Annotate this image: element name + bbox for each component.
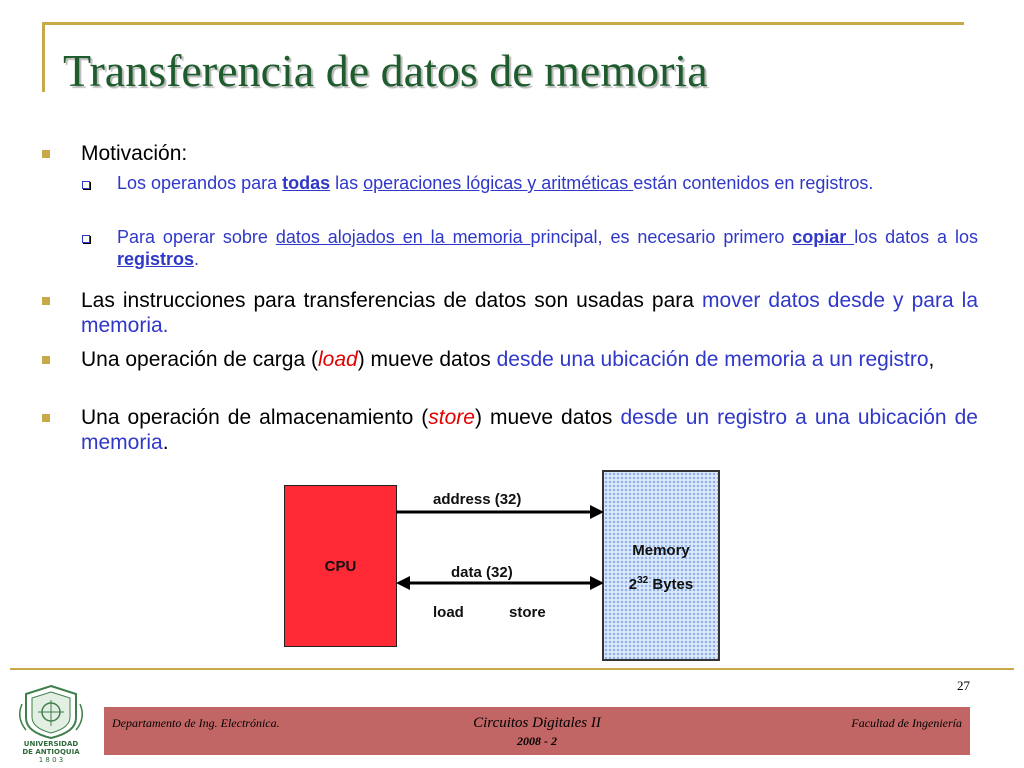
bullet-text: Una operación de carga ( — [81, 348, 318, 371]
bullet-text: ) mueve datos — [474, 406, 621, 429]
logo-text-line3: 1 8 0 3 — [38, 756, 64, 764]
bullet-text: Las instrucciones para transferencias de datos son usadas para — [81, 289, 703, 312]
keyword-load: load — [317, 348, 358, 371]
memory-label: Memory — [632, 542, 690, 559]
emphasis-registros: registros — [117, 249, 195, 269]
page-number: 27 — [957, 678, 970, 693]
bullet-text: , — [928, 348, 935, 371]
sub-bullet-text: están contenidos en registros. — [633, 173, 874, 193]
logo-text-line1: UNIVERSIDAD — [23, 740, 79, 748]
footer-course: Circuitos Digitales II — [473, 715, 601, 731]
footer-faculty: Facultad de Ingeniería — [851, 716, 962, 730]
highlight-desde-memoria: desde una ubicación de memoria a un registro — [496, 348, 929, 371]
university-crest-icon — [8, 684, 94, 740]
bullet-almacenamiento — [81, 405, 978, 455]
sub-bullet-checkbox-icon — [82, 181, 90, 189]
data-bus-label: data (32) — [451, 564, 513, 581]
bullet-carga — [81, 347, 978, 372]
bullet-motivacion: Motivación: — [81, 142, 188, 165]
university-logo — [8, 684, 94, 764]
sub-bullet-text: . — [194, 249, 200, 269]
cpu-label: CPU — [324, 557, 357, 575]
sub-bullet-operar — [117, 226, 978, 270]
footer-bar — [104, 707, 970, 755]
slide-title: Transferencia de datos de memoria — [63, 45, 708, 96]
memory-size-unit: Bytes — [648, 576, 694, 593]
data-arrow-left-head-icon — [396, 576, 410, 590]
data-arrow-right-head-icon — [590, 576, 604, 590]
footer-term: 2008 - 2 — [517, 734, 557, 748]
underlined-operaciones: operaciones lógicas y aritméticas — [363, 173, 634, 193]
highlight-mover: mover datos desde y para la memoria. — [81, 289, 979, 337]
load-label: load — [433, 604, 464, 621]
bullet-text: Una operación de almacenamiento ( — [81, 406, 429, 429]
bullet-square-icon — [42, 414, 50, 422]
emphasis-copiar: copiar — [792, 227, 855, 247]
bullet-instrucciones — [81, 288, 978, 338]
underlined-datos-alojados: datos alojados en la memoria — [275, 227, 531, 247]
bullet-text: ) mueve datos — [357, 348, 497, 371]
address-arrow-head-icon — [590, 505, 604, 519]
keyword-store: store — [428, 406, 475, 429]
bullet-square-icon — [42, 297, 50, 305]
footer-department: Departamento de Ing. Electrónica. — [112, 716, 280, 730]
logo-text-line2: DE ANTIOQUIA — [22, 748, 80, 756]
memory-size-base: 2 — [628, 576, 638, 593]
sub-bullet-checkbox-icon — [82, 235, 90, 243]
bullet-square-icon — [42, 356, 50, 364]
title-frame-vertical — [42, 22, 45, 92]
sub-bullet-text: Para operar sobre — [117, 227, 276, 247]
bullet-square-icon — [42, 150, 50, 158]
sub-bullet-text: las — [330, 173, 364, 193]
footer-divider — [10, 668, 1014, 670]
bullet-text: . — [162, 431, 169, 454]
address-bus-label: address (32) — [433, 491, 522, 508]
highlight-desde-registro: desde un registro a una ubicación de memoria — [81, 406, 978, 454]
sub-bullet-text: los datos a los — [854, 227, 978, 247]
sub-bullet-text: principal, es necesario primero — [530, 227, 793, 247]
title-frame-horizontal — [42, 22, 964, 25]
cpu-memory-diagram — [270, 470, 730, 665]
sub-bullet-text: Los operandos para — [117, 173, 283, 193]
store-label: store — [509, 604, 546, 621]
sub-bullet-operandos — [117, 172, 978, 194]
emphasis-todas: todas — [282, 173, 331, 193]
memory-size-exponent: 32 — [637, 575, 649, 586]
